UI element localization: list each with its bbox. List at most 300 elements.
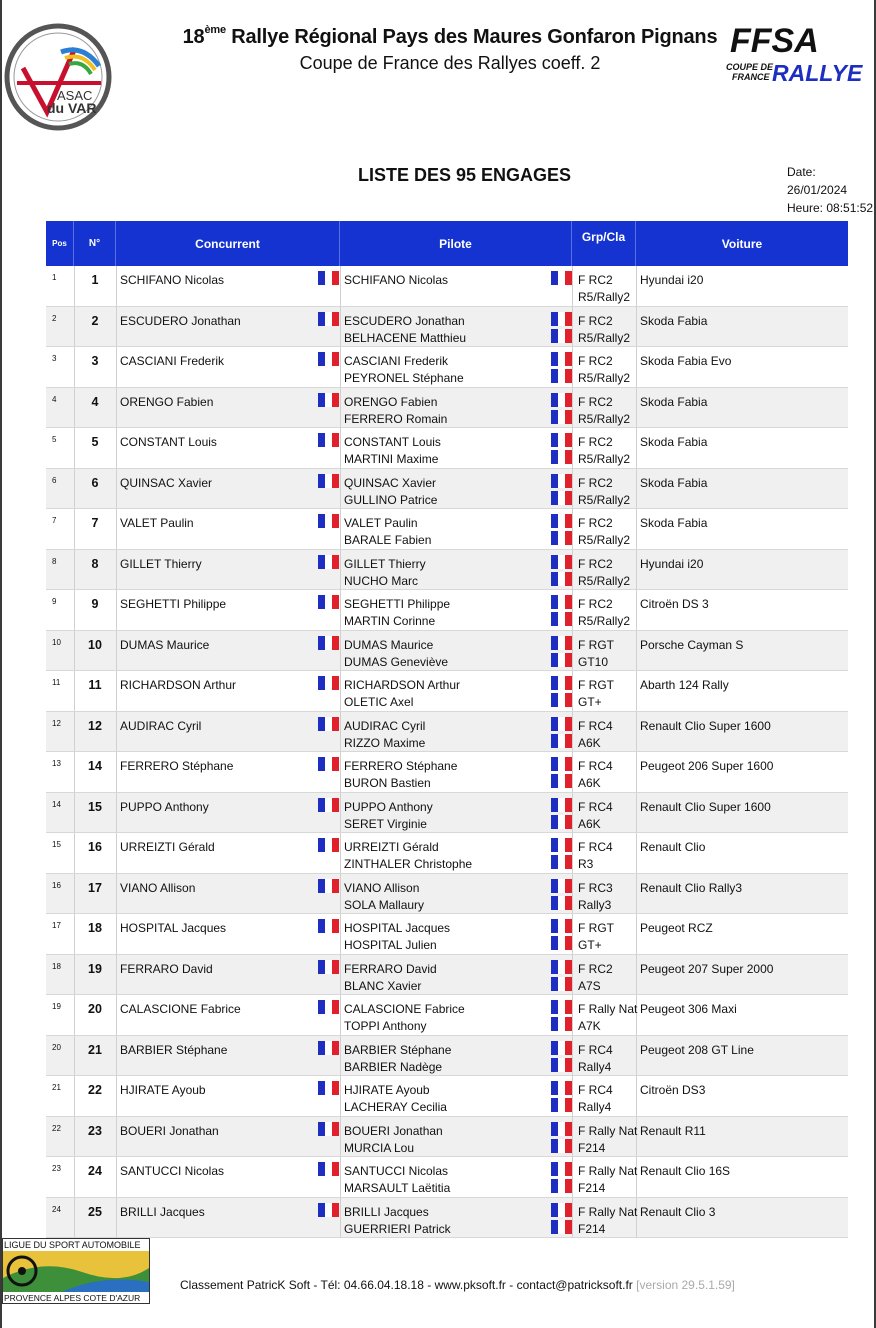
table-header — [46, 221, 848, 266]
cell-concurrent: CALASCIONE Fabrice — [120, 1002, 241, 1016]
france-flag-icon — [551, 369, 572, 383]
france-flag-icon — [551, 1081, 572, 1095]
france-flag-icon — [551, 879, 572, 893]
cell-class: Rally4 — [578, 1100, 612, 1114]
france-flag-icon — [551, 636, 572, 650]
cell-voiture: Citroën DS 3 — [640, 597, 709, 611]
cell-pilote: URREIZTI Gérald — [344, 840, 439, 854]
france-flag-icon — [551, 717, 572, 731]
france-flag-icon — [551, 312, 572, 326]
cell-pos: 8 — [52, 556, 57, 566]
cell-pilote: QUINSAC Xavier — [344, 475, 437, 490]
cell-concurrent: CASCIANI Frederik — [120, 354, 225, 368]
cell-group: F RC4 — [578, 1083, 613, 1097]
list-title: LISTE DES 95 ENGAGES — [358, 165, 572, 185]
cell-pos: 22 — [52, 1123, 61, 1133]
france-flag-icon — [318, 595, 339, 609]
table-row — [46, 1198, 848, 1239]
cell-group: F RGT — [578, 678, 614, 692]
france-flag-icon — [318, 393, 339, 407]
cell-concurrent: BOUERI Jonathan — [120, 1123, 219, 1138]
france-flag-icon — [551, 855, 572, 869]
france-flag-icon — [551, 329, 572, 343]
cell-concurrent: VIANO Allison — [120, 880, 196, 895]
cell-class: A6K — [578, 816, 601, 831]
cell-class: R5/Rally2 — [578, 533, 631, 547]
cell-group: F RC2 — [578, 354, 613, 368]
france-flag-icon — [551, 595, 572, 609]
cell-concurrent: URREIZTI Gérald — [120, 840, 215, 854]
table-row — [46, 1036, 848, 1077]
cell-pos: 21 — [52, 1083, 61, 1092]
cell-number: 11 — [88, 678, 102, 692]
cell-pos: 15 — [52, 840, 61, 849]
cell-pilote: DUMAS Maurice — [344, 637, 434, 652]
cell-concurrent: GILLET Thierry — [120, 556, 202, 571]
cell-group: F RC4 — [578, 799, 613, 814]
france-flag-icon — [551, 572, 572, 586]
cell-pos: 23 — [52, 1164, 61, 1173]
france-flag-icon — [551, 1122, 572, 1136]
event-subtitle: Coupe de France des Rallyes coeff. 2 — [299, 53, 601, 73]
cell-number: 25 — [88, 1204, 102, 1219]
cell-pilote: GILLET Thierry — [344, 556, 426, 571]
cell-group: F RC2 — [578, 273, 613, 287]
cell-pilote: BARBIER Stéphane — [344, 1042, 452, 1057]
cell-class: R5/Rally2 — [578, 573, 631, 588]
france-flag-icon — [551, 815, 572, 829]
france-flag-icon — [318, 1081, 339, 1095]
cell-pilote: VALET Paulin — [344, 516, 418, 530]
cell-copilote: MURCIA Lou — [344, 1140, 415, 1155]
cell-copilote: MARTINI Maxime — [344, 452, 439, 466]
cell-class: R3 — [578, 857, 594, 871]
france-flag-icon — [318, 555, 339, 569]
france-flag-icon — [551, 531, 572, 545]
france-flag-icon — [551, 676, 572, 690]
france-flag-icon — [551, 1139, 572, 1153]
cell-number: 9 — [91, 597, 99, 611]
cell-group: F RC4 — [578, 759, 613, 773]
ffsa-rallye-logo — [722, 22, 876, 88]
table-row — [46, 1076, 848, 1117]
cell-class: A7S — [578, 978, 601, 993]
cell-voiture: Renault R11 — [640, 1123, 706, 1138]
cell-class: Rally3 — [578, 897, 612, 912]
cell-copilote: GUERRIERI Patrick — [344, 1221, 451, 1236]
cell-concurrent: RICHARDSON Arthur — [120, 678, 237, 692]
cell-pilote: CONSTANT Louis — [344, 435, 441, 449]
cell-copilote: HOSPITAL Julien — [344, 938, 437, 952]
cell-pos: 17 — [52, 921, 61, 930]
col-header-pos: Pos — [46, 221, 74, 266]
france-flag-icon — [551, 977, 572, 991]
cell-voiture: Peugeot 207 Super 2000 — [640, 961, 774, 976]
cell-pos: 13 — [52, 759, 61, 768]
ligue-logo-bottom-text: PROVENCE ALPES COTE D'AZUR — [4, 1293, 141, 1303]
france-flag-icon — [551, 514, 572, 528]
cell-voiture: Renault Clio Rally3 — [640, 880, 743, 895]
cell-pilote: PUPPO Anthony — [344, 799, 433, 814]
france-flag-icon — [318, 757, 339, 771]
table-body — [46, 266, 848, 1238]
table-row — [46, 509, 848, 550]
cell-concurrent: CONSTANT Louis — [120, 435, 217, 449]
cell-voiture: Skoda Fabia Evo — [640, 354, 732, 368]
france-flag-icon — [551, 410, 572, 424]
cell-pos: 18 — [52, 961, 61, 971]
france-flag-icon — [551, 1058, 572, 1072]
cell-number: 1 — [91, 273, 99, 287]
meta-date: Date: 26/01/2024 — [787, 165, 848, 197]
cell-voiture: Peugeot 306 Maxi — [640, 1002, 737, 1016]
france-flag-icon — [551, 838, 572, 852]
asac-du-var-logo — [3, 20, 113, 132]
table-row — [46, 1117, 848, 1158]
entries-table — [46, 221, 848, 1238]
cell-pilote: HJIRATE Ayoub — [344, 1083, 430, 1097]
table-row — [46, 428, 848, 469]
table-row — [46, 631, 848, 672]
ffsa-logo-rallye: RALLYE — [772, 60, 863, 86]
cell-concurrent: FERRARO David — [120, 961, 213, 976]
cell-voiture: Renault Clio Super 1600 — [640, 718, 771, 733]
france-flag-icon — [318, 1041, 339, 1055]
france-flag-icon — [318, 879, 339, 893]
cell-voiture: Abarth 124 Rally — [640, 678, 729, 692]
france-flag-icon — [551, 774, 572, 788]
cell-number: 2 — [91, 313, 99, 328]
footer-credits — [180, 1278, 735, 1292]
cell-pos: 19 — [52, 1002, 61, 1011]
cell-pos: 14 — [52, 799, 61, 809]
cell-voiture: Peugeot 208 GT Line — [640, 1042, 754, 1057]
cell-class: GT+ — [578, 938, 602, 952]
cell-number: 5 — [91, 435, 99, 449]
france-flag-icon — [551, 271, 572, 285]
cell-concurrent: BRILLI Jacques — [120, 1204, 205, 1219]
cell-number: 14 — [88, 759, 102, 773]
cell-pos: 12 — [52, 718, 61, 728]
cell-group: F RC2 — [578, 435, 613, 449]
cell-pilote: FERRERO Stéphane — [344, 759, 458, 773]
ffsa-logo-france: FRANCE — [732, 72, 770, 82]
cell-copilote: BLANC Xavier — [344, 978, 422, 993]
cell-copilote: ZINTHALER Christophe — [344, 857, 473, 871]
cell-concurrent: VALET Paulin — [120, 516, 194, 530]
cell-voiture: Porsche Cayman S — [640, 637, 744, 652]
cell-class: GT10 — [578, 654, 609, 669]
cell-copilote: SERET Virginie — [344, 816, 427, 831]
table-row — [46, 712, 848, 753]
cell-group: F RGT — [578, 637, 614, 652]
france-flag-icon — [551, 757, 572, 771]
cell-copilote: OLETIC Axel — [344, 695, 414, 709]
cell-class: A6K — [578, 735, 601, 750]
cell-concurrent: PUPPO Anthony — [120, 799, 209, 814]
france-flag-icon — [318, 919, 339, 933]
cell-class: R5/Rally2 — [578, 492, 631, 507]
france-flag-icon — [551, 936, 572, 950]
france-flag-icon — [318, 1203, 339, 1217]
france-flag-icon — [551, 896, 572, 910]
cell-pos: 4 — [52, 394, 57, 404]
cell-pilote: BRILLI Jacques — [344, 1204, 429, 1219]
cell-class: GT+ — [578, 695, 602, 709]
france-flag-icon — [551, 1203, 572, 1217]
cell-group: F RC3 — [578, 880, 613, 895]
france-flag-icon — [551, 1162, 572, 1176]
france-flag-icon — [551, 433, 572, 447]
cell-group: F RC2 — [578, 475, 613, 490]
cell-voiture: Renault Clio — [640, 840, 706, 854]
cell-concurrent: DUMAS Maurice — [120, 637, 210, 652]
col-header-voiture: Voiture — [721, 236, 763, 251]
table-row — [46, 833, 848, 874]
footer-version: [version 29.5.1.59] — [636, 1278, 735, 1292]
france-flag-icon — [551, 555, 572, 569]
france-flag-icon — [318, 1000, 339, 1014]
cell-pos: 6 — [52, 475, 57, 485]
france-flag-icon — [318, 636, 339, 650]
france-flag-icon — [551, 352, 572, 366]
cell-voiture: Renault Clio 16S — [640, 1164, 731, 1178]
cell-number: 18 — [88, 921, 102, 935]
cell-class: R5/Rally2 — [578, 411, 631, 426]
france-flag-icon — [318, 433, 339, 447]
cell-concurrent: SANTUCCI Nicolas — [120, 1164, 225, 1178]
france-flag-icon — [318, 352, 339, 366]
cell-number: 19 — [88, 961, 102, 976]
france-flag-icon — [318, 1162, 339, 1176]
cell-class: F214 — [578, 1181, 606, 1195]
cell-pilote: FERRARO David — [344, 961, 437, 976]
france-flag-icon — [318, 798, 339, 812]
cell-pilote: AUDIRAC Cyril — [344, 718, 426, 733]
france-flag-icon — [318, 838, 339, 852]
cell-concurrent: BARBIER Stéphane — [120, 1042, 228, 1057]
cell-group: F RC2 — [578, 313, 613, 328]
cell-copilote: BARBIER Nadège — [344, 1059, 443, 1074]
cell-number: 16 — [88, 840, 102, 854]
cell-group: F Rally Nat — [578, 1002, 638, 1016]
cell-number: 6 — [91, 475, 99, 490]
france-flag-icon — [551, 474, 572, 488]
cell-class: R5/Rally2 — [578, 452, 631, 466]
cell-number: 3 — [91, 354, 99, 368]
france-flag-icon — [551, 798, 572, 812]
cell-group: F RGT — [578, 921, 614, 935]
cell-pilote: SEGHETTI Philippe — [344, 597, 451, 611]
cell-pilote: ESCUDERO Jonathan — [344, 313, 465, 328]
cell-voiture: Skoda Fabia — [640, 435, 708, 449]
table-row — [46, 995, 848, 1036]
cell-pos: 11 — [52, 678, 61, 687]
cell-number: 23 — [88, 1123, 102, 1138]
cell-class: R5/Rally2 — [578, 330, 631, 345]
cell-pilote: CALASCIONE Fabrice — [344, 1002, 465, 1016]
france-flag-icon — [318, 1122, 339, 1136]
cell-group: F RC2 — [578, 394, 613, 409]
cell-copilote: GULLINO Patrice — [344, 492, 438, 507]
table-row — [46, 590, 848, 631]
asac-logo-text-2: du VAR — [47, 100, 97, 116]
cell-pos: 5 — [52, 435, 57, 444]
cell-concurrent: QUINSAC Xavier — [120, 475, 213, 490]
france-flag-icon — [551, 693, 572, 707]
table-row — [46, 1157, 848, 1198]
cell-class: A6K — [578, 776, 601, 790]
col-header-group-class: Grp/Cla — [572, 221, 636, 266]
cell-pos: 10 — [52, 637, 61, 647]
cell-number: 20 — [88, 1002, 102, 1016]
cell-copilote: BARALE Fabien — [344, 533, 432, 547]
france-flag-icon — [551, 450, 572, 464]
cell-number: 21 — [88, 1042, 102, 1057]
cell-concurrent: HJIRATE Ayoub — [120, 1083, 206, 1097]
france-flag-icon — [318, 717, 339, 731]
france-flag-icon — [551, 1017, 572, 1031]
cell-number: 4 — [91, 394, 99, 409]
cell-pos: 1 — [52, 273, 57, 282]
ligue-logo-top-text: LIGUE DU SPORT AUTOMOBILE — [4, 1240, 141, 1250]
france-flag-icon — [551, 960, 572, 974]
cell-copilote: BELHACENE Matthieu — [344, 330, 467, 345]
table-row — [46, 671, 848, 712]
cell-voiture: Citroën DS3 — [640, 1083, 706, 1097]
cell-pos: 2 — [52, 313, 57, 323]
cell-copilote: TOPPI Anthony — [344, 1019, 427, 1033]
ffsa-logo-coupe: COUPE DE — [726, 62, 774, 72]
cell-voiture: Skoda Fabia — [640, 394, 708, 409]
france-flag-icon — [551, 1098, 572, 1112]
table-row — [46, 307, 848, 348]
france-flag-icon — [551, 734, 572, 748]
cell-pilote: CASCIANI Frederik — [344, 354, 449, 368]
asac-logo-text-1: ASAC — [57, 88, 93, 103]
france-flag-icon — [318, 271, 339, 285]
cell-voiture: Renault Clio Super 1600 — [640, 799, 771, 814]
cell-pos: 16 — [52, 880, 61, 890]
event-title: 18ème Rallye Régional Pays des Maures Gonfaron Pignans — [182, 24, 718, 48]
cell-group: F RC2 — [578, 556, 613, 571]
france-flag-icon — [318, 312, 339, 326]
cell-concurrent: HOSPITAL Jacques — [120, 921, 227, 935]
event-title-block — [150, 26, 750, 74]
cell-number: 12 — [88, 718, 102, 733]
table-row — [46, 347, 848, 388]
france-flag-icon — [318, 474, 339, 488]
table-row — [46, 388, 848, 429]
cell-pilote: RICHARDSON Arthur — [344, 678, 461, 692]
cell-copilote: SOLA Mallaury — [344, 897, 425, 912]
cell-voiture: Renault Clio 3 — [640, 1204, 716, 1219]
cell-class: R5/Rally2 — [578, 371, 631, 385]
cell-pos: 20 — [52, 1042, 61, 1052]
cell-pos: 7 — [52, 516, 57, 525]
table-row — [46, 469, 848, 510]
cell-voiture: Hyundai i20 — [640, 556, 704, 571]
table-row — [46, 874, 848, 915]
cell-class: F214 — [578, 1140, 606, 1155]
france-flag-icon — [318, 514, 339, 528]
cell-group: F RC2 — [578, 597, 613, 611]
cell-group: F RC2 — [578, 961, 613, 976]
cell-concurrent: AUDIRAC Cyril — [120, 718, 202, 733]
france-flag-icon — [318, 960, 339, 974]
cell-pilote: ORENGO Fabien — [344, 394, 438, 409]
cell-pilote: HOSPITAL Jacques — [344, 921, 451, 935]
cell-pos: 24 — [52, 1204, 61, 1214]
cell-class: R5/Rally2 — [578, 290, 631, 304]
france-flag-icon — [551, 653, 572, 667]
col-header-number: N° — [74, 221, 116, 266]
france-flag-icon — [318, 676, 339, 690]
cell-copilote: NUCHO Marc — [344, 573, 418, 588]
cell-group: F Rally Nat — [578, 1204, 638, 1219]
cell-pilote: SANTUCCI Nicolas — [344, 1164, 449, 1178]
cell-voiture: Skoda Fabia — [640, 313, 708, 328]
table-row — [46, 914, 848, 955]
cell-group: F RC4 — [578, 718, 613, 733]
cell-copilote: RIZZO Maxime — [344, 735, 426, 750]
cell-number: 22 — [88, 1083, 102, 1097]
cell-concurrent: FERRERO Stéphane — [120, 759, 234, 773]
table-row — [46, 955, 848, 996]
cell-class: Rally4 — [578, 1059, 612, 1074]
table-row — [46, 266, 848, 307]
ffsa-logo-text: FFSA — [730, 22, 819, 60]
france-flag-icon — [551, 491, 572, 505]
cell-pos: 9 — [52, 597, 57, 606]
cell-copilote: LACHERAY Cecilia — [344, 1100, 447, 1114]
cell-copilote: PEYRONEL Stéphane — [344, 371, 464, 385]
france-flag-icon — [551, 393, 572, 407]
cell-group: F RC4 — [578, 1042, 613, 1057]
cell-class: F214 — [578, 1221, 606, 1236]
france-flag-icon — [551, 612, 572, 626]
cell-concurrent: SCHIFANO Nicolas — [120, 273, 225, 287]
cell-class: A7K — [578, 1019, 601, 1033]
cell-pilote: VIANO Allison — [344, 880, 420, 895]
cell-group: F Rally Nat — [578, 1164, 638, 1178]
cell-voiture: Peugeot RCZ — [640, 921, 713, 935]
cell-class: R5/Rally2 — [578, 614, 631, 628]
cell-pilote: BOUERI Jonathan — [344, 1123, 443, 1138]
table-row — [46, 550, 848, 591]
cell-voiture: Skoda Fabia — [640, 475, 708, 490]
cell-pilote: SCHIFANO Nicolas — [344, 273, 449, 287]
table-row — [46, 752, 848, 793]
cell-copilote: BURON Bastien — [344, 776, 431, 790]
france-flag-icon — [551, 1179, 572, 1193]
cell-number: 24 — [88, 1164, 102, 1178]
cell-number: 17 — [88, 880, 102, 895]
cell-voiture: Peugeot 206 Super 1600 — [640, 759, 774, 773]
cell-number: 15 — [88, 799, 102, 814]
cell-number: 8 — [91, 556, 99, 571]
cell-voiture: Hyundai i20 — [640, 273, 704, 287]
meta-time: Heure: 08:51:52 — [787, 201, 874, 215]
table-row — [46, 793, 848, 834]
cell-copilote: FERRERO Romain — [344, 411, 448, 426]
france-flag-icon — [551, 1041, 572, 1055]
cell-copilote: MARSAULT Laëtitia — [344, 1181, 451, 1195]
cell-copilote: DUMAS Geneviève — [344, 654, 449, 669]
col-header-pilote: Pilote — [340, 221, 572, 266]
cell-concurrent: SEGHETTI Philippe — [120, 597, 227, 611]
ligue-sport-automobile-logo — [2, 1238, 150, 1304]
